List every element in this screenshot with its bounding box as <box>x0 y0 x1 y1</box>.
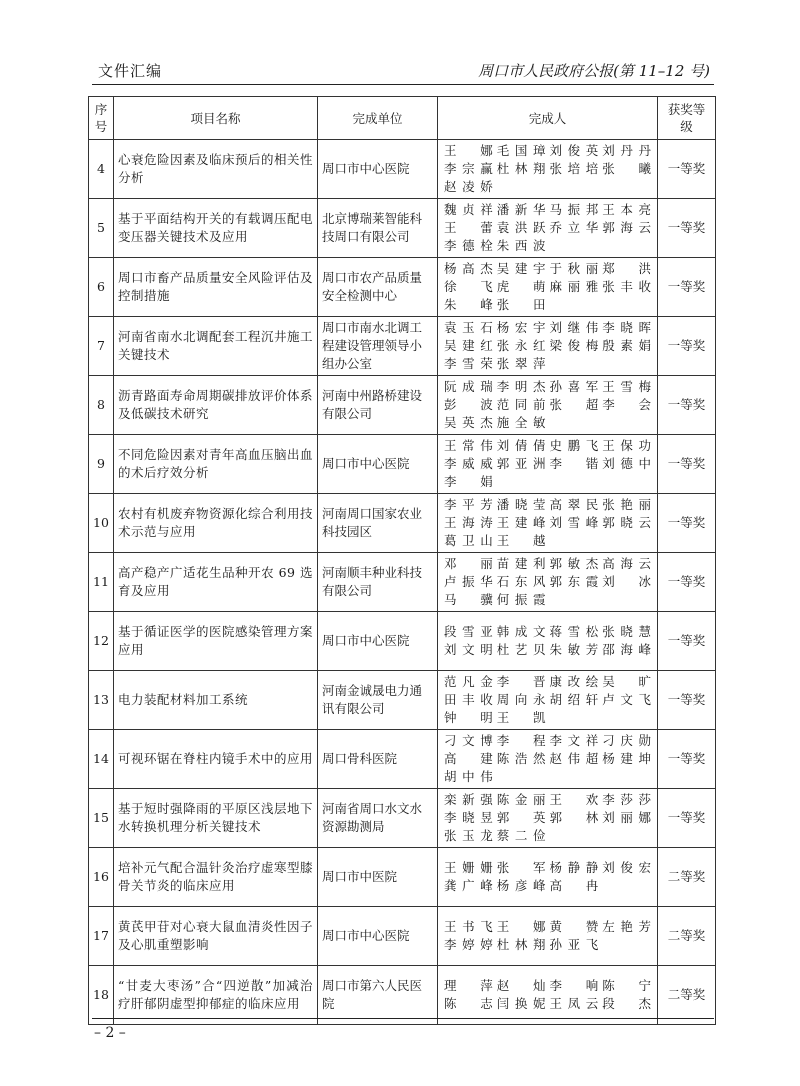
completer-name: 马 骥 <box>444 592 493 607</box>
award-level: 一等奖 <box>658 258 716 317</box>
completer-name: 郭 英 <box>496 810 546 825</box>
project-name: 基于平面结构开关的有载调压配电变压器关键技术及应用 <box>114 199 318 258</box>
row-number: 11 <box>89 553 114 612</box>
completer-name: 何振霞 <box>496 592 546 607</box>
completer-name: 蔡二俭 <box>496 828 546 843</box>
completer-name: 刘俊英 <box>549 143 599 158</box>
header-project: 项目名称 <box>114 97 318 140</box>
completer-name: 郭晓云 <box>602 515 651 530</box>
completer-name: 左艳芳 <box>602 919 651 934</box>
completing-unit: 周口市中心医院 <box>318 612 438 671</box>
completer-name: 潘晓莹 <box>496 497 546 512</box>
completer-name: 杨建坤 <box>602 751 651 766</box>
completer-name: 李 程 <box>496 733 546 748</box>
completer-name: 潘新华 <box>496 202 546 217</box>
completer-name: 郭亚洲 <box>496 456 546 471</box>
completer-list <box>444 319 651 373</box>
table-row <box>89 317 716 376</box>
award-level: 一等奖 <box>658 553 716 612</box>
completer-name: 王 蕾 <box>444 220 493 235</box>
completer-name: 乔立华 <box>549 220 599 235</box>
award-level: 一等奖 <box>658 671 716 730</box>
completer-name: 段 杰 <box>602 996 651 1011</box>
table-row <box>89 140 716 199</box>
completer-name: 孙亚飞 <box>549 937 599 952</box>
completer-name: 栾新强 <box>444 792 493 807</box>
completer-name: 段雪亚 <box>444 624 493 639</box>
award-level: 一等奖 <box>658 612 716 671</box>
completer-name: 陈金丽 <box>496 792 546 807</box>
completer-name: 刘继伟 <box>549 320 599 335</box>
completer-list <box>444 378 651 432</box>
completer-name: 殷素娟 <box>602 338 651 353</box>
completer-name: 郭 林 <box>549 810 599 825</box>
completer-name: 张培培 <box>549 161 599 176</box>
table-header-row <box>89 97 716 140</box>
completer-name: 石东风 <box>496 574 546 589</box>
completer-name: 杨静静 <box>549 860 599 875</box>
table-row <box>89 258 716 317</box>
completer-name: 王海涛 <box>444 515 493 530</box>
completer-list <box>444 555 651 609</box>
completers <box>438 494 658 553</box>
completers <box>438 435 658 494</box>
completer-name: 陈 宁 <box>602 978 651 993</box>
completing-unit: 河南周口国家农业科技园区 <box>318 494 438 553</box>
completer-list <box>444 260 651 314</box>
completing-unit: 周口市第六人民医院 <box>318 966 438 1025</box>
project-name: 农村有机废弃物资源化综合利用技术示范与应用 <box>114 494 318 553</box>
completer-name: 周向永 <box>496 692 546 707</box>
header-no: 序号 <box>89 97 114 140</box>
completer-name: 吴英杰 <box>444 415 493 430</box>
completer-name: 陈浩然 <box>496 751 546 766</box>
completer-name: 刘丽娜 <box>602 810 651 825</box>
row-number: 8 <box>89 376 114 435</box>
completer-name: 黄 赞 <box>549 919 599 934</box>
completer-name: 闫换妮 <box>496 996 546 1011</box>
completer-name: 郭敏杰 <box>549 556 599 571</box>
completer-name: 刘倩倩 <box>496 438 546 453</box>
completers <box>438 907 658 966</box>
completer-name: 赵伟超 <box>549 751 599 766</box>
completer-name: 毛国璋 <box>496 143 546 158</box>
completer-list <box>444 201 651 255</box>
completer-name: 李 娟 <box>444 474 493 489</box>
project-name: 电力装配材料加工系统 <box>114 671 318 730</box>
row-number: 14 <box>89 730 114 789</box>
completers <box>438 258 658 317</box>
completer-name: 杨高杰 <box>444 261 493 276</box>
completer-name: 龚广峰 <box>444 878 493 893</box>
row-number: 5 <box>89 199 114 258</box>
completer-name: 王建峰 <box>496 515 546 530</box>
completer-name: 张 田 <box>496 297 546 312</box>
table-row <box>89 789 716 848</box>
award-level: 一等奖 <box>658 199 716 258</box>
project-name: 培补元气配合温针灸治疗虚寒型膝骨关节炎的临床应用 <box>114 848 318 907</box>
completer-name: 李 响 <box>549 978 599 993</box>
completer-name: 刘雪峰 <box>549 515 599 530</box>
completer-list <box>444 977 651 1013</box>
completer-name: 朱 峰 <box>444 297 493 312</box>
completer-name: 李晓晖 <box>602 320 651 335</box>
table-row <box>89 199 716 258</box>
completing-unit: 河南中州路桥建设有限公司 <box>318 376 438 435</box>
completer-name: 郭海云 <box>602 220 651 235</box>
completer-name: 虎 萌 <box>496 279 546 294</box>
completer-name: 袁洪跃 <box>496 220 546 235</box>
table-row <box>89 494 716 553</box>
row-number: 15 <box>89 789 114 848</box>
completers <box>438 848 658 907</box>
completing-unit: 河南顺丰种业科技有限公司 <box>318 553 438 612</box>
award-level: 一等奖 <box>658 435 716 494</box>
completer-name: 李德栓 <box>444 238 493 253</box>
completing-unit: 河南金诚晟电力通讯有限公司 <box>318 671 438 730</box>
completer-name: 郑 洪 <box>602 261 651 276</box>
completing-unit: 河南省周口水文水资源勘测局 <box>318 789 438 848</box>
award-level: 一等奖 <box>658 730 716 789</box>
completer-name: 李 会 <box>602 397 651 412</box>
completer-name: 刘丹丹 <box>602 143 651 158</box>
row-number: 16 <box>89 848 114 907</box>
completer-name: 李雪荣 <box>444 356 493 371</box>
completer-name: 彭 波 <box>444 397 493 412</box>
completer-list <box>444 142 651 196</box>
completer-name: 蒋雪松 <box>549 624 599 639</box>
completer-name: 胡中伟 <box>444 769 493 784</box>
completer-name: 高 建 <box>444 751 493 766</box>
completer-name: 范凡金 <box>444 674 493 689</box>
completers <box>438 140 658 199</box>
completer-name: 高 冉 <box>549 878 599 893</box>
completer-name: 郭东霞 <box>549 574 599 589</box>
completer-name: 李文祥 <box>549 733 599 748</box>
table-row <box>89 671 716 730</box>
completer-name: 邵海峰 <box>602 642 651 657</box>
table-row <box>89 612 716 671</box>
completer-name: 李晓昱 <box>444 810 493 825</box>
page-header <box>92 58 714 85</box>
completer-name: 阮成瑞 <box>444 379 493 394</box>
project-name: 可视环锯在脊柱内镜手术中的应用 <box>114 730 318 789</box>
completer-name: 高翠民 <box>549 497 599 512</box>
completer-name: 朱敏芳 <box>549 642 599 657</box>
completer-name: 范同前 <box>496 397 546 412</box>
project-name: 基于短时强降雨的平原区浅层地下水转换机理分析关键技术 <box>114 789 318 848</box>
completer-list <box>444 437 651 491</box>
completers <box>438 789 658 848</box>
project-name: 黄芪甲苷对心衰大鼠血清炎性因子及心肌重塑影响 <box>114 907 318 966</box>
completer-name: 胡绍轩 <box>549 692 599 707</box>
completer-name: 王 欢 <box>549 792 599 807</box>
completer-name: 王 娜 <box>444 143 493 158</box>
completer-name: 魏贞祥 <box>444 202 493 217</box>
completer-name: 王雪梅 <box>602 379 651 394</box>
completer-name: 刘俊宏 <box>602 860 651 875</box>
completer-name: 徐 飞 <box>444 279 493 294</box>
table-row <box>89 848 716 907</box>
gazette-title: 周口市人民政府公报(第 11–12 号) <box>478 62 710 80</box>
completer-name: 麻丽雅 <box>549 279 599 294</box>
page-number: – 2 – <box>94 1025 126 1041</box>
completer-name: 刘 冰 <box>602 574 651 589</box>
completer-name: 葛卫山 <box>444 533 493 548</box>
award-level: 一等奖 <box>658 140 716 199</box>
award-level: 二等奖 <box>658 966 716 1025</box>
completers <box>438 553 658 612</box>
page-footer <box>92 1018 714 1041</box>
table-row <box>89 376 716 435</box>
completer-name: 张 军 <box>496 860 546 875</box>
row-number: 13 <box>89 671 114 730</box>
completing-unit: 周口市农产品质量安全检测中心 <box>318 258 438 317</box>
awards-table <box>88 96 716 1025</box>
completer-name: 王姗姗 <box>444 860 493 875</box>
completer-name: 韩成文 <box>496 624 546 639</box>
completer-name: 杜艺贝 <box>496 642 546 657</box>
award-level: 二等奖 <box>658 907 716 966</box>
completers <box>438 730 658 789</box>
table-row <box>89 553 716 612</box>
completer-name: 李 晋 <box>496 674 546 689</box>
completer-name: 王保功 <box>602 438 651 453</box>
completer-name: 杨彦峰 <box>496 878 546 893</box>
award-level: 二等奖 <box>658 848 716 907</box>
completer-list <box>444 496 651 550</box>
row-number: 4 <box>89 140 114 199</box>
award-level: 一等奖 <box>658 494 716 553</box>
row-number: 6 <box>89 258 114 317</box>
table-row <box>89 730 716 789</box>
completer-name: 李平芳 <box>444 497 493 512</box>
completer-name: 朱西波 <box>496 238 546 253</box>
completers <box>438 612 658 671</box>
completer-name: 李明杰 <box>496 379 546 394</box>
completer-name: 苗建利 <box>496 556 546 571</box>
completer-name: 孙喜军 <box>549 379 599 394</box>
header-award: 获奖等级 <box>658 97 716 140</box>
completer-name: 吴建红 <box>444 338 493 353</box>
award-level: 一等奖 <box>658 376 716 435</box>
completer-name: 张 曦 <box>602 161 651 176</box>
project-name: 不同危险因素对青年高血压脑出血的术后疗效分析 <box>114 435 318 494</box>
completer-name: 高海云 <box>602 556 651 571</box>
project-name: 河南省南水北调配套工程沉井施工关键技术 <box>114 317 318 376</box>
project-name: 沥青路面寿命周期碳排放评价体系及低碳技术研究 <box>114 376 318 435</box>
completer-name: 张艳丽 <box>602 497 651 512</box>
completer-name: 李莎莎 <box>602 792 651 807</box>
row-number: 10 <box>89 494 114 553</box>
completers <box>438 199 658 258</box>
section-title: 文件汇编 <box>98 62 163 80</box>
award-level: 一等奖 <box>658 789 716 848</box>
table-body <box>89 140 716 1025</box>
row-number: 9 <box>89 435 114 494</box>
completer-name: 刁文博 <box>444 733 493 748</box>
completer-name: 李宗赢 <box>444 161 493 176</box>
header-unit: 完成单位 <box>318 97 438 140</box>
completer-name: 赵凌娇 <box>444 179 493 194</box>
completing-unit: 周口市中心医院 <box>318 435 438 494</box>
completer-name: 于秋丽 <box>549 261 599 276</box>
completer-name: 李婷婷 <box>444 937 493 952</box>
completer-name: 康改绘 <box>549 674 599 689</box>
completer-name: 邓 丽 <box>444 556 493 571</box>
completer-name: 李威威 <box>444 456 493 471</box>
project-name: 心衰危险因素及临床预后的相关性分析 <box>114 140 318 199</box>
completer-name: 王书飞 <box>444 919 493 934</box>
table-row <box>89 966 716 1025</box>
completer-name: 卢振华 <box>444 574 493 589</box>
table-row <box>89 435 716 494</box>
completer-name: 张晓慧 <box>602 624 651 639</box>
completer-name: 张 超 <box>549 397 599 412</box>
completer-name: 刘德中 <box>602 456 651 471</box>
completing-unit: 周口市中心医院 <box>318 140 438 199</box>
header-people: 完成人 <box>438 97 658 140</box>
completer-name: 钟 明 <box>444 710 493 725</box>
row-number: 12 <box>89 612 114 671</box>
completer-name: 杜林翔 <box>496 937 546 952</box>
completer-list <box>444 791 651 845</box>
completer-name: 陈 志 <box>444 996 493 1011</box>
completing-unit: 周口骨科医院 <box>318 730 438 789</box>
completer-name: 马振邦 <box>549 202 599 217</box>
completer-name: 张永红 <box>496 338 546 353</box>
completer-name: 张翠萍 <box>496 356 546 371</box>
completer-list <box>444 732 651 786</box>
completer-name: 卢文飞 <box>602 692 651 707</box>
completer-name: 王凤云 <box>549 996 599 1011</box>
completer-name: 吴 旷 <box>602 674 651 689</box>
completer-list <box>444 673 651 727</box>
completer-name: 刁庆勋 <box>602 733 651 748</box>
completers <box>438 671 658 730</box>
completer-list <box>444 918 651 954</box>
completer-name: 史鹏飞 <box>549 438 599 453</box>
completer-name: 李 锴 <box>549 456 599 471</box>
completer-name: 王本亮 <box>602 202 651 217</box>
completer-name: 杜林翔 <box>496 161 546 176</box>
completer-name: 吴建宇 <box>496 261 546 276</box>
completing-unit: 周口市中医院 <box>318 848 438 907</box>
completer-name: 王 越 <box>496 533 546 548</box>
completer-name: 理 萍 <box>444 978 493 993</box>
completer-name: 王 凯 <box>496 710 546 725</box>
project-name: 基于循证医学的医院感染管理方案应用 <box>114 612 318 671</box>
completing-unit: 周口市南水北调工程建设管理领导小组办公室 <box>318 317 438 376</box>
completer-name: 施全敏 <box>496 415 546 430</box>
row-number: 7 <box>89 317 114 376</box>
completer-name: 田丰收 <box>444 692 493 707</box>
completer-name: 刘文明 <box>444 642 493 657</box>
completers <box>438 966 658 1025</box>
award-level: 一等奖 <box>658 317 716 376</box>
project-name: 高产稳产广适花生品种开农 69 选育及应用 <box>114 553 318 612</box>
completer-name: 张玉龙 <box>444 828 493 843</box>
completer-name: 王常伟 <box>444 438 493 453</box>
completer-name: 赵 灿 <box>496 978 546 993</box>
project-name: “甘麦大枣汤”合“四逆散”加减治疗肝郁阴虚型抑郁症的临床应用 <box>114 966 318 1025</box>
completer-name: 梁俊梅 <box>549 338 599 353</box>
completers <box>438 376 658 435</box>
completer-name: 杨宏宇 <box>496 320 546 335</box>
row-number: 18 <box>89 966 114 1025</box>
completer-name: 张丰收 <box>602 279 651 294</box>
completer-list <box>444 859 651 895</box>
completer-list <box>444 623 651 659</box>
completer-name: 王 娜 <box>496 919 546 934</box>
row-number: 17 <box>89 907 114 966</box>
completing-unit: 北京博瑞莱智能科技周口有限公司 <box>318 199 438 258</box>
completers <box>438 317 658 376</box>
completing-unit: 周口市中心医院 <box>318 907 438 966</box>
project-name: 周口市畜产品质量安全风险评估及控制措施 <box>114 258 318 317</box>
completer-name: 袁玉石 <box>444 320 493 335</box>
table-row <box>89 907 716 966</box>
